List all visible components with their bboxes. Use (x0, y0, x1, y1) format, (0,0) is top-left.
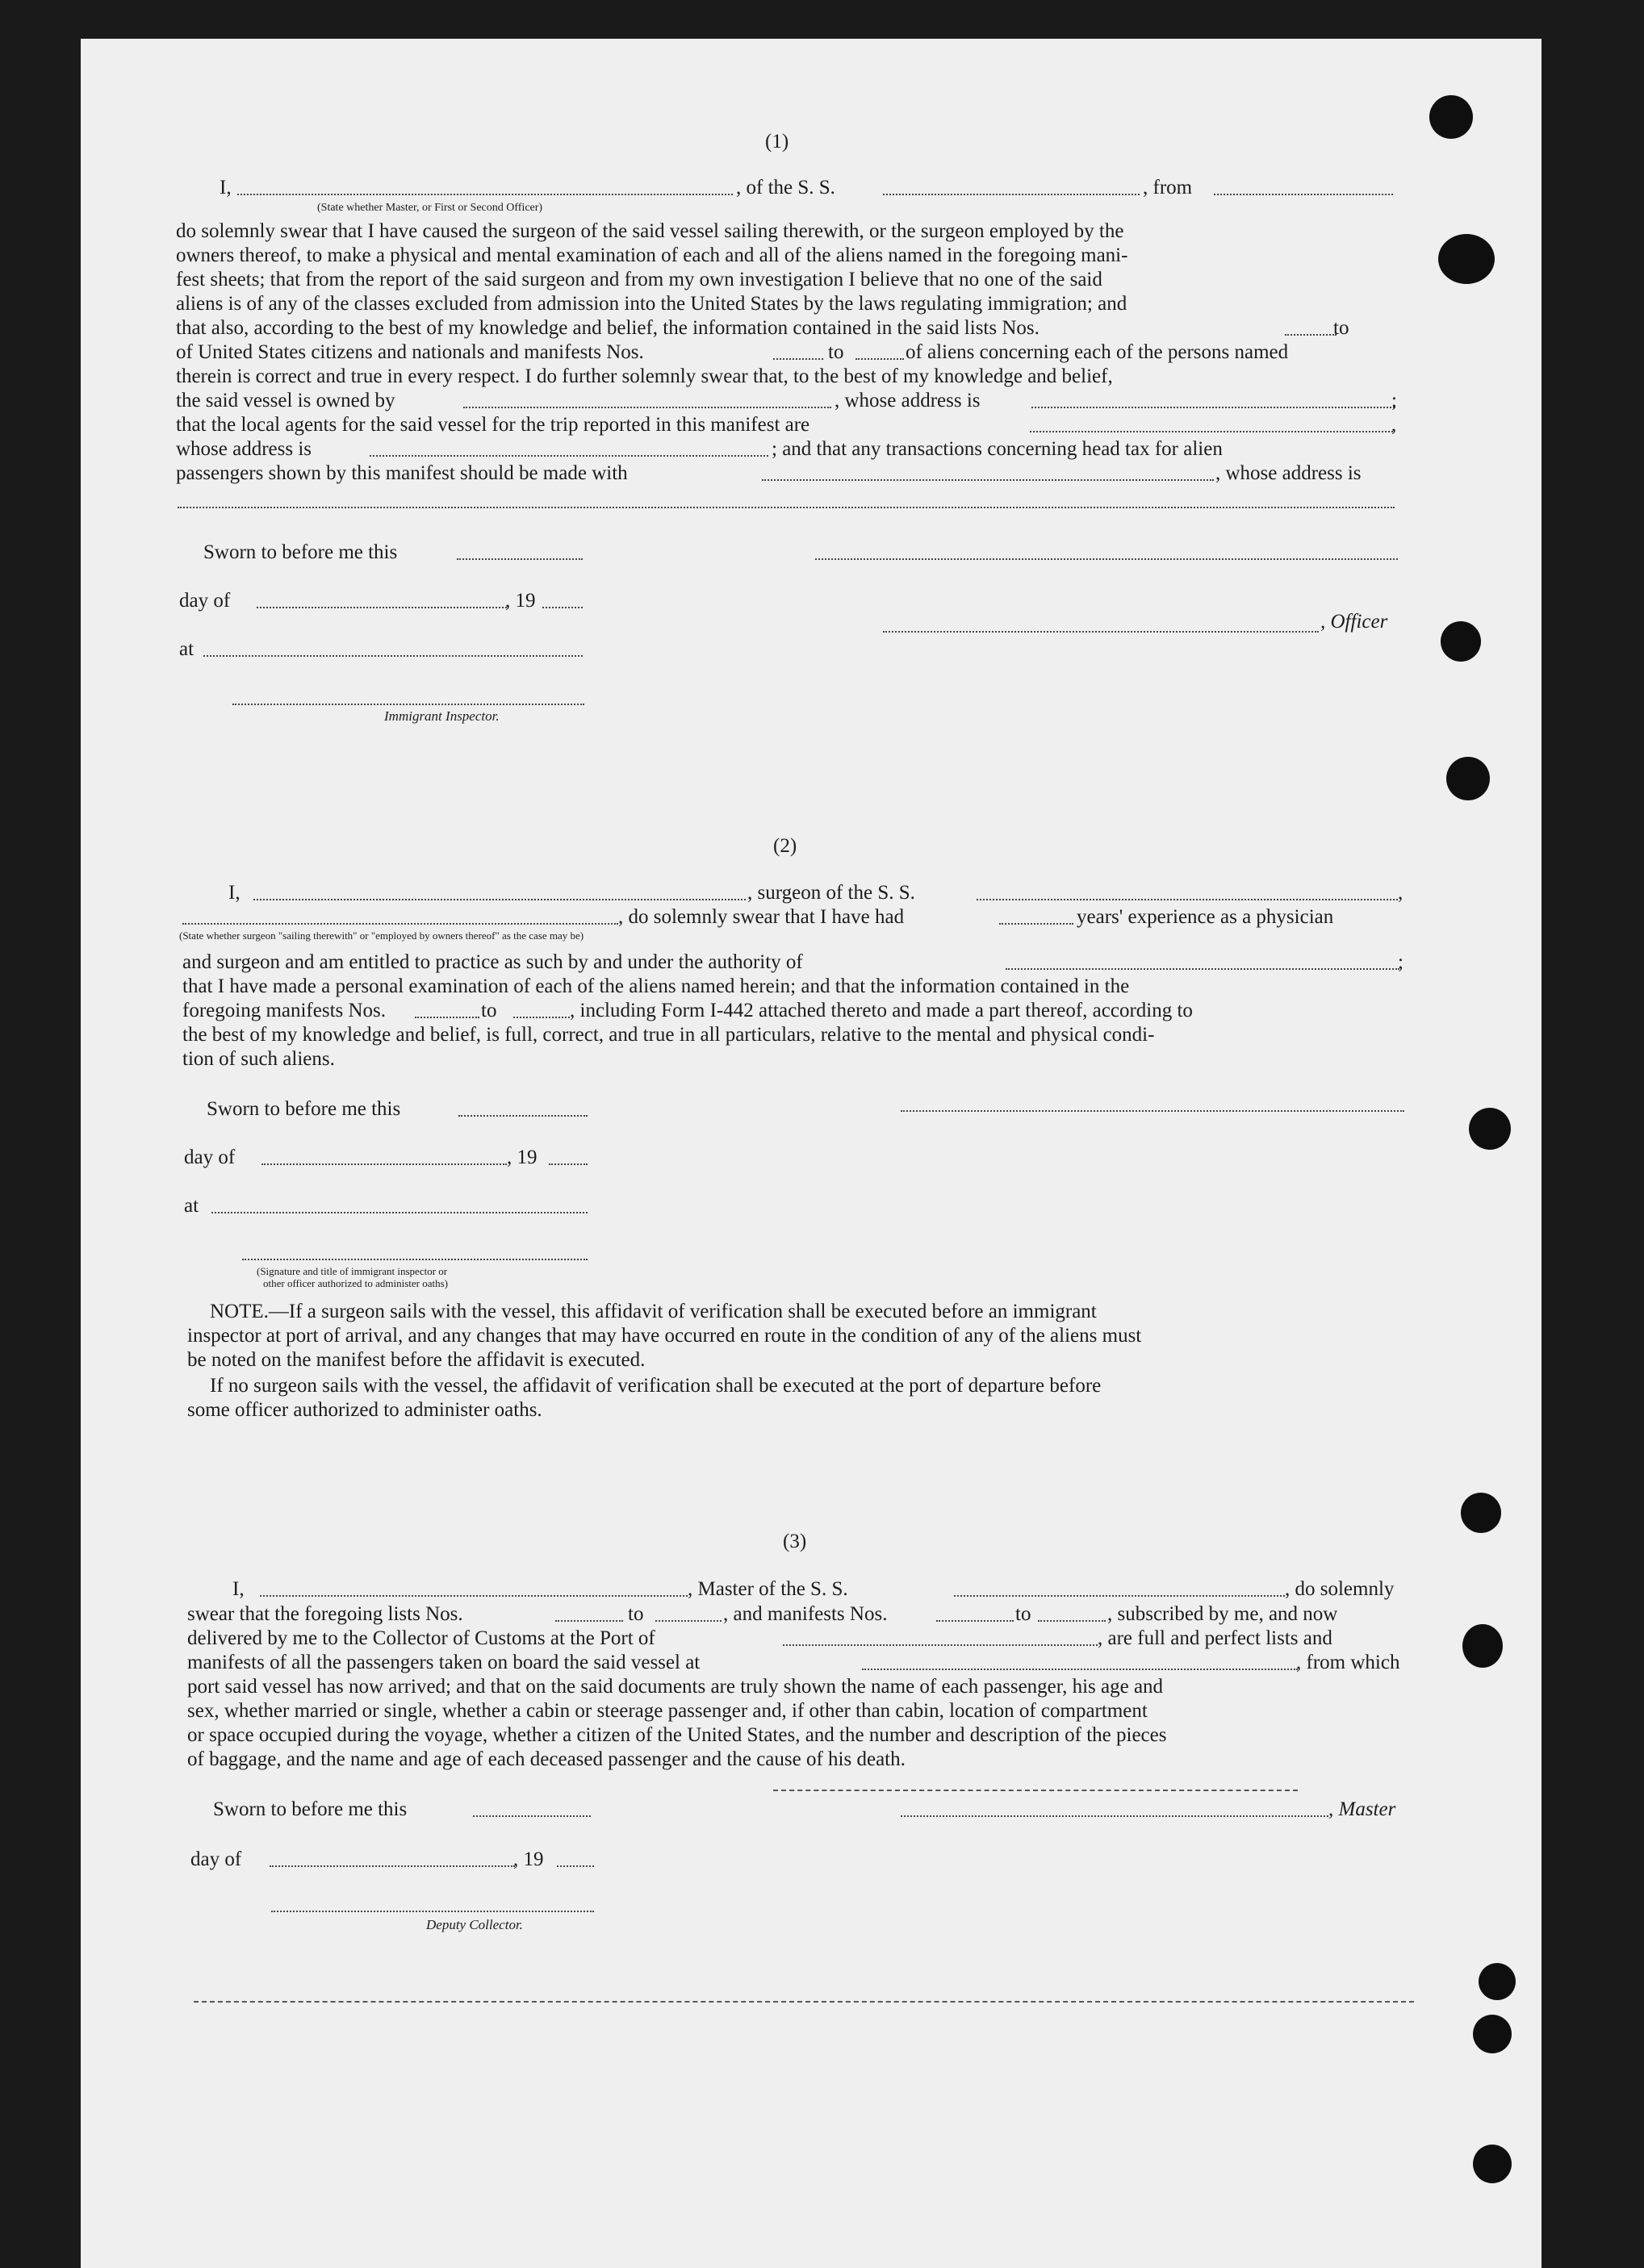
blank-line (237, 194, 733, 195)
punch-hole (1479, 1963, 1516, 2000)
section-3-number: (3) (783, 1531, 807, 1552)
blank-line (370, 455, 768, 457)
s2-i: I, (228, 882, 241, 904)
s1-officer: , Officer (1320, 611, 1388, 633)
s3-i: I, (232, 1578, 245, 1600)
blank-line (1214, 194, 1393, 195)
s3-year: , 19 (513, 1848, 544, 1870)
s1-owned-by: the said vessel is owned by (176, 390, 395, 411)
bottom-rule (194, 2001, 1414, 2003)
blank-line (1031, 407, 1395, 408)
s3-para-line: of baggage, and the name and age of each deceased passenger and the cause of his death. (187, 1748, 906, 1770)
blank-line (557, 1865, 594, 1867)
punch-hole (1429, 95, 1473, 139)
s3-para-line: sex, whether married or single, whether a cabin or steerage passenger and, if other than cabin, location of compartment (187, 1700, 1148, 1722)
blank-line (257, 607, 507, 608)
punch-hole (1473, 2015, 1512, 2053)
s3-lists: swear that the foregoing lists Nos. (187, 1603, 463, 1625)
s1-para-line: that also, according to the best of my knowledge and belief, the information contained in the said lists Nos. (176, 317, 1040, 339)
blank-line (458, 1115, 588, 1117)
s2-para-line: tion of such aliens. (182, 1048, 335, 1070)
s1-head-tax: ; and that any transactions concerning head tax for alien (772, 438, 1223, 460)
s3-from-which: , from which (1296, 1652, 1400, 1673)
s2-para-line: foregoing manifests Nos. (182, 1000, 387, 1021)
s3-taken-on-board: manifests of all the passengers taken on board the said vessel at (187, 1652, 701, 1673)
s3-full-perfect: , are full and perfect lists and (1098, 1627, 1332, 1649)
s1-para-line: of United States citizens and nationals and manifests Nos. (176, 341, 644, 363)
s1-inspector: Immigrant Inspector. (384, 708, 500, 724)
punch-hole (1462, 1624, 1503, 1668)
blank-line (999, 923, 1073, 925)
blank-line (1030, 431, 1393, 432)
s2-swear: , do solemnly swear that I have had (618, 906, 905, 928)
punch-hole (1469, 1108, 1511, 1150)
s3-para-line: or space occupied during the voyage, whether a citizen of the United States, and the number and description of the pieces (187, 1724, 1167, 1746)
s1-para-line: therein is correct and true in every respect. I do further solemnly swear that, to the best of my knowledge and belief, (176, 365, 1113, 387)
s3-sworn: Sworn to before me this (213, 1798, 408, 1820)
blank-line (773, 358, 823, 360)
s2-years: years' experience as a physician (1077, 906, 1334, 928)
s1-day: day of (179, 590, 231, 612)
blank-line (211, 1212, 588, 1213)
s1-of-ss: , of the S. S. (736, 177, 835, 198)
s1-whose-address: , whose address is (835, 390, 981, 411)
punch-hole (1446, 757, 1490, 800)
punch-hole (1461, 1493, 1501, 1533)
blank-line (253, 899, 746, 900)
s2-year: , 19 (507, 1147, 538, 1168)
s1-year: , 19 (505, 590, 536, 612)
blank-line (270, 1865, 515, 1867)
section-1-number: (1) (765, 131, 789, 152)
s2-to: to (481, 1000, 497, 1021)
blank-line (513, 1017, 570, 1018)
s1-made-with: passengers shown by this manifest should be made with (176, 462, 628, 484)
s1-para-line: aliens is of any of the classes excluded from admission into the United States by the laws regulating immigration; and (176, 293, 1127, 315)
s2-para-line: that I have made a personal examination of each of the aliens named herein; and that the information contained in the (182, 975, 1130, 997)
s1-from: , from (1143, 177, 1193, 198)
signature-line (242, 1259, 588, 1260)
blank-line (1038, 1620, 1106, 1622)
signature-line (901, 1815, 1328, 1817)
s2-note-line: be noted on the manifest before the affidavit is executed. (187, 1349, 646, 1371)
s2-sig-caption: (Signature and title of immigrant inspector or (257, 1265, 448, 1277)
s2-authority: and surgeon and am entitled to practice as such by and under the authority of (182, 951, 803, 973)
s3-deputy-collector: Deputy Collector. (426, 1917, 523, 1932)
s2-note: (State whether surgeon "sailing therewith" or "employed by owners thereof" as the case may be) (179, 929, 584, 942)
s1-para-line: fest sheets; that from the report of the said surgeon and from my own investigation I believe that no one of the said (176, 269, 1102, 290)
s1-whose-address: , whose address is (1215, 462, 1362, 484)
signature-line (883, 631, 1319, 633)
s1-para-line: of aliens concerning each of the persons named (906, 341, 1289, 363)
punch-hole (1441, 621, 1481, 662)
blank-line (178, 507, 1395, 508)
s3-master-label: , Master (1328, 1798, 1396, 1820)
s2-at: at (184, 1195, 199, 1217)
punct: , (1391, 414, 1397, 436)
s1-local-agents: that the local agents for the said vessel for the trip reported in this manifest are (176, 414, 810, 436)
s3-collector-port: delivered by me to the Collector of Customs at the Port of (187, 1627, 655, 1649)
s3-para-line: port said vessel has now arrived; and that on the said documents are truly shown the name of each passenger, his age and (187, 1676, 1164, 1698)
blank-line (473, 1815, 591, 1817)
blank-line (1006, 968, 1399, 970)
s1-para-line: do solemnly swear that I have caused the surgeon of the said vessel sailing therewith, or the surgeon employed by the (176, 220, 1124, 242)
s3-subscribed: , subscribed by me, and now (1107, 1603, 1338, 1625)
blank-line (555, 1620, 623, 1622)
blank-line (936, 1620, 1014, 1622)
s1-at: at (179, 638, 195, 660)
blank-line (463, 407, 831, 408)
blank-line (783, 1644, 1098, 1646)
s3-manifests: , and manifests Nos. (723, 1603, 888, 1625)
blank-line (1285, 334, 1337, 336)
signature-line (271, 1911, 594, 1912)
s2-note-line: some officer authorized to administer oaths. (187, 1399, 542, 1421)
s1-note: (State whether Master, or First or Second Officer) (317, 202, 543, 214)
blank-line (415, 1017, 479, 1018)
signature-line (901, 1110, 1404, 1112)
s1-to: to (828, 341, 844, 363)
s1-i: I, (220, 177, 232, 198)
s2-note-line: If no surgeon sails with the vessel, the affidavit of verification shall be executed at the port of departure before (210, 1375, 1102, 1397)
s1-whose-address: whose address is (176, 438, 312, 460)
s3-master: , Master of the S. S. (688, 1578, 848, 1600)
s1-to: to (1333, 317, 1349, 339)
s2-surgeon: , surgeon of the S. S. (747, 882, 915, 904)
punct: ; (1398, 951, 1403, 973)
blank-line (261, 1163, 507, 1165)
s1-sworn: Sworn to before me this (203, 541, 398, 563)
blank-line (260, 1595, 688, 1597)
blank-line (655, 1620, 722, 1622)
s2-para-line: the best of my knowledge and belief, is full, correct, and true in all particulars, relative to the mental and physical condi- (182, 1024, 1155, 1046)
blank-line (954, 1595, 1285, 1597)
signature-line (815, 558, 1398, 560)
s2-day: day of (184, 1147, 236, 1168)
s2-sworn: Sworn to before me this (207, 1098, 401, 1120)
blank-line (542, 607, 583, 608)
s2-para-line: , including Form I-442 attached thereto and made a part thereof, according to (570, 1000, 1193, 1021)
s2-note-line: inspector at port of arrival, and any changes that may have occurred en route in the condition of any of the aliens must (187, 1325, 1142, 1347)
section-2-number: (2) (773, 835, 797, 857)
punch-hole (1473, 2145, 1512, 2183)
s3-day: day of (190, 1848, 242, 1870)
s3-to: to (628, 1603, 644, 1625)
blank-line (762, 479, 1214, 481)
s2-note-line: NOTE.—If a surgeon sails with the vessel, this affidavit of verification shall be executed before an immigrant (210, 1301, 1097, 1322)
blank-line (862, 1669, 1298, 1670)
blank-line (883, 194, 1140, 195)
blank-line (977, 899, 1398, 900)
punct: , (1398, 882, 1403, 904)
blank-line (549, 1163, 588, 1165)
blank-line (203, 655, 583, 657)
blank-line (182, 923, 618, 925)
blank-line (457, 558, 583, 560)
signature-line (773, 1790, 1298, 1791)
blank-line (855, 358, 904, 360)
s3-solemnly: , do solemnly (1285, 1578, 1395, 1600)
signature-line (232, 704, 584, 705)
punch-hole (1438, 234, 1495, 284)
s2-sig-caption: other officer authorized to administer oaths) (263, 1277, 448, 1289)
s3-to: to (1015, 1603, 1031, 1625)
punct: ; (1391, 390, 1397, 411)
s1-para-line: owners thereof, to make a physical and mental examination of each and all of the aliens named in the foregoing mani- (176, 244, 1128, 266)
